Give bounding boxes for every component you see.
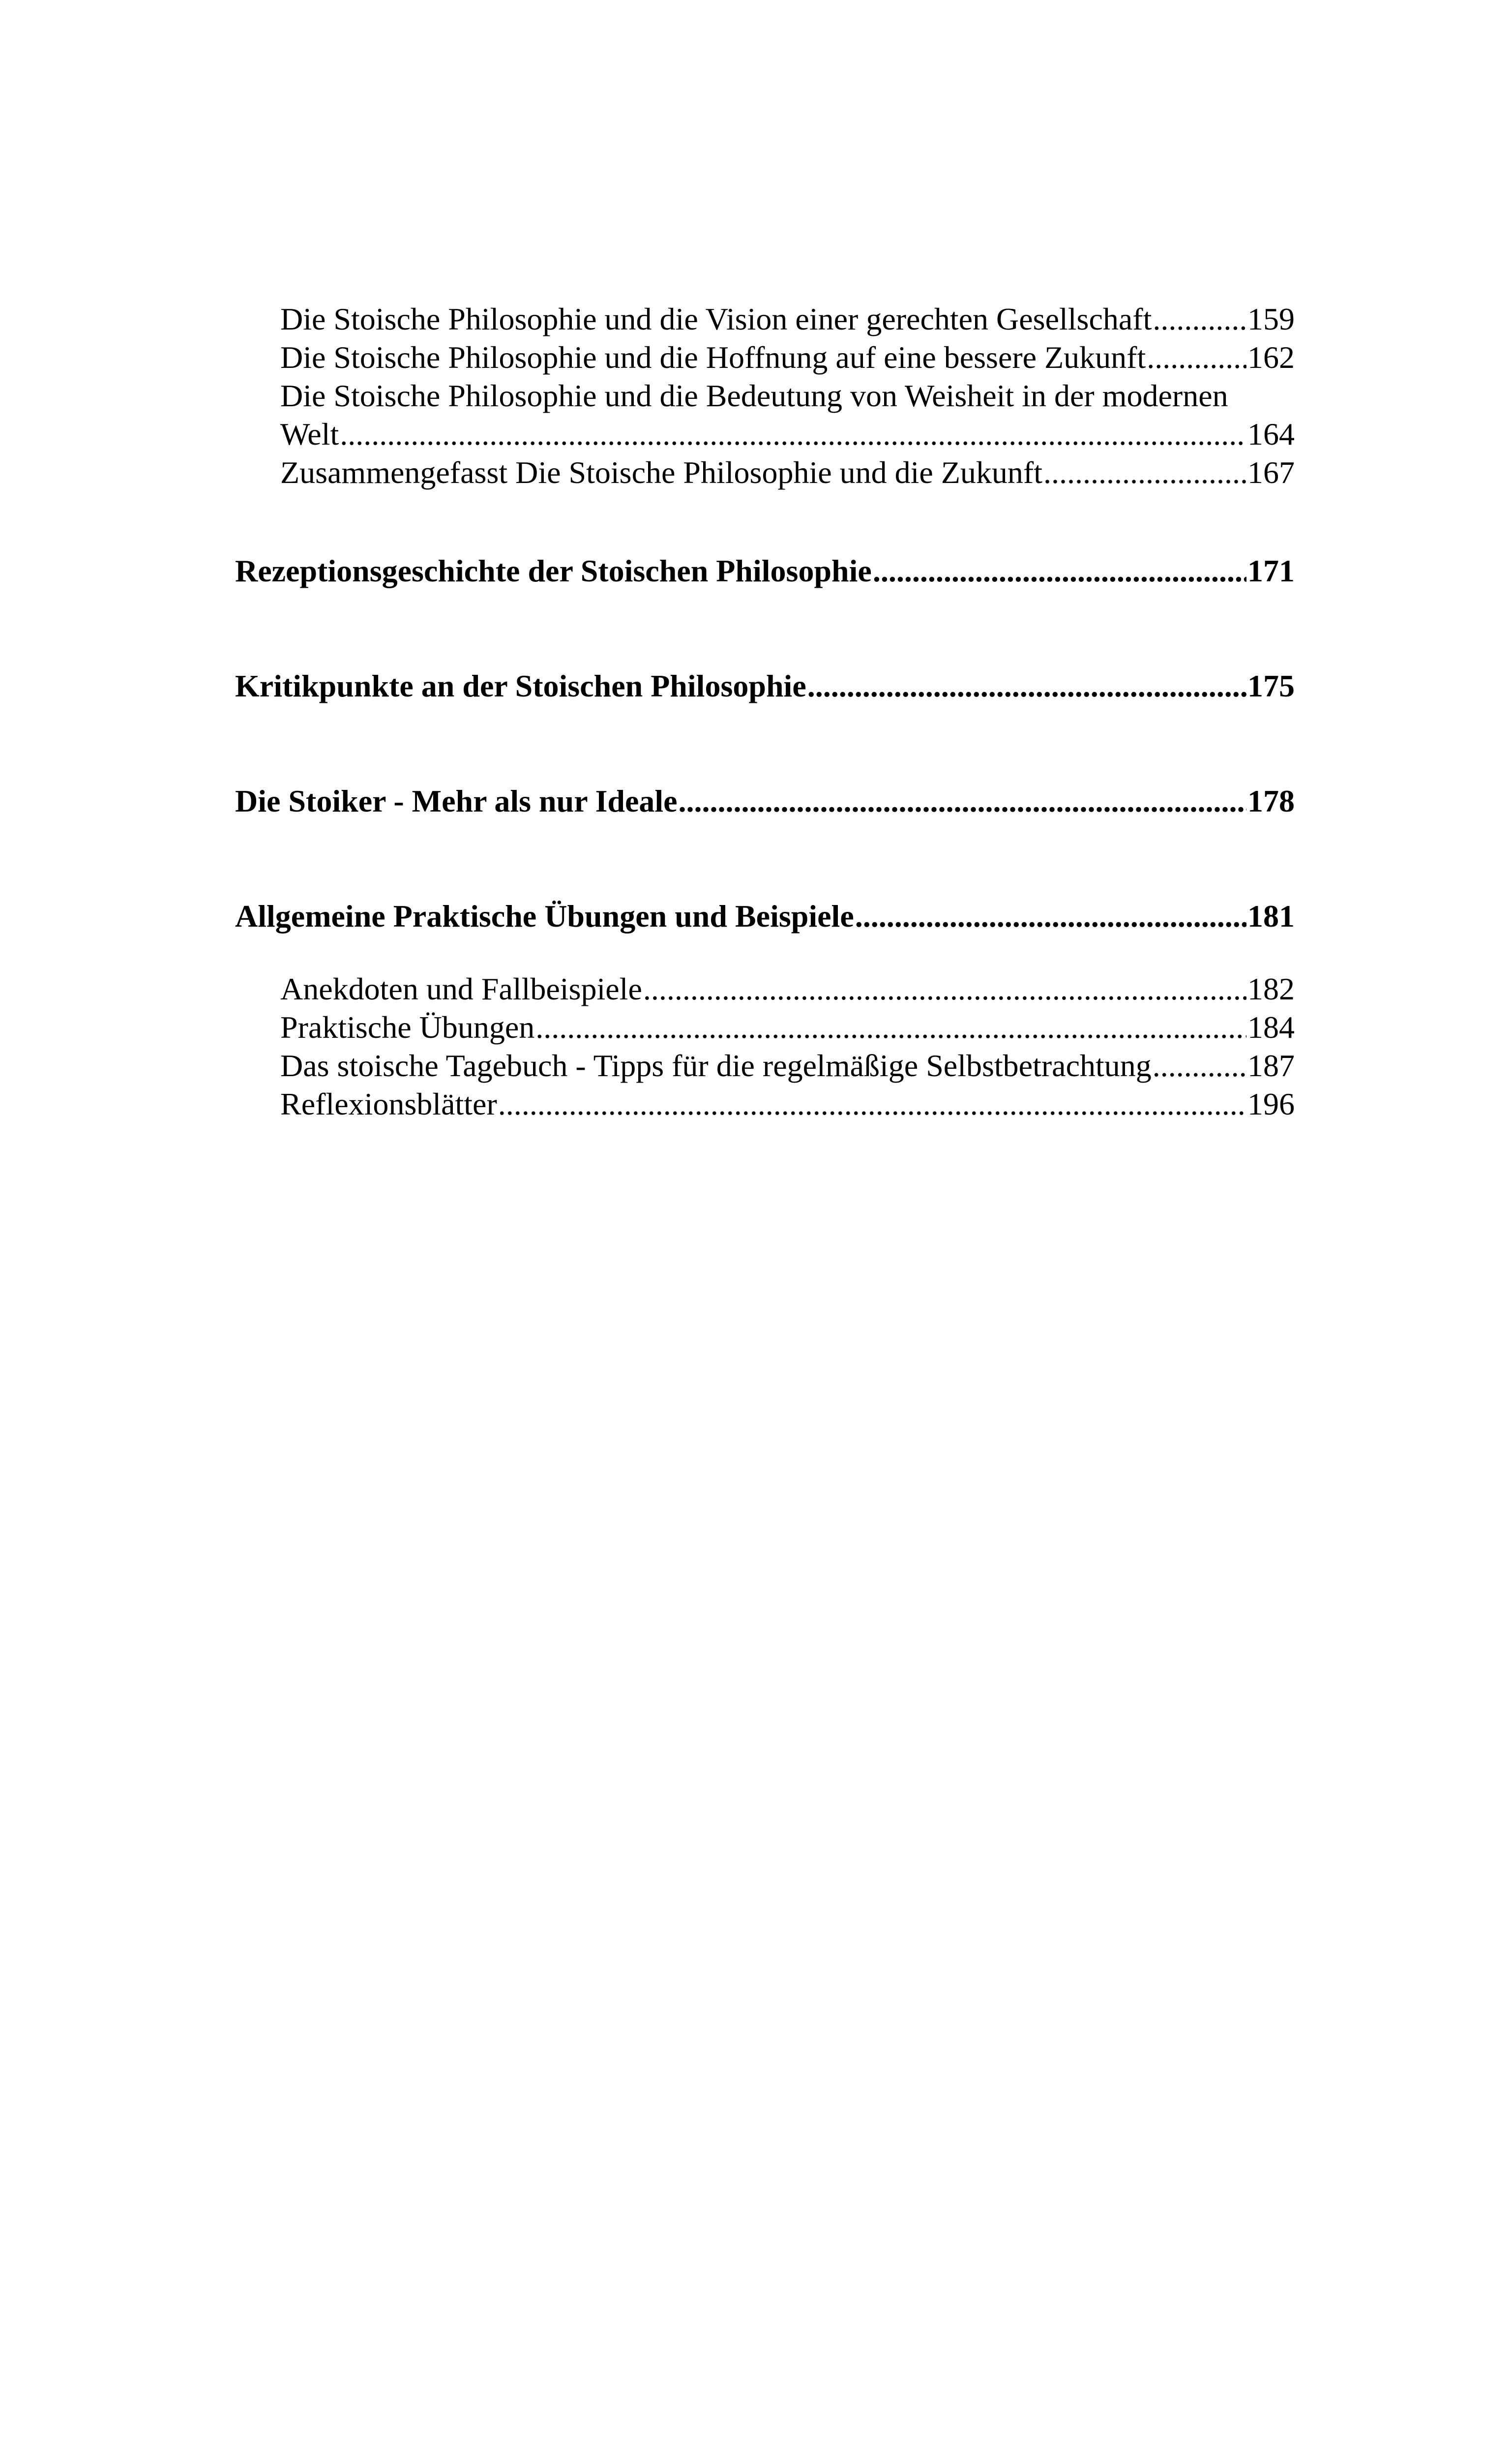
dot-leader [807,667,1246,705]
dot-leader [679,782,1246,820]
toc-entry-line2 [235,415,1295,453]
toc-entry-label-line2: Welt [280,417,339,452]
toc-entry-label: Anekdoten und Fallbeispiele [280,971,642,1006]
toc-entry-label: Das stoische Tagebuch - Tipps für die regelmäßige Selbstbetrachtung [280,1048,1152,1083]
toc-chapter[interactable] [235,782,1295,820]
toc-chapter-page: 178 [1247,784,1295,818]
dot-leader [873,552,1246,590]
toc-chapter[interactable] [235,552,1295,590]
toc-entry-page: 164 [1247,417,1295,452]
toc-entry[interactable] [235,1085,1295,1123]
dot-leader [643,970,1246,1008]
dot-leader [1153,1047,1246,1085]
toc-chapter-page: 171 [1247,553,1295,588]
dot-leader [855,897,1246,935]
toc-entry[interactable] [235,338,1295,377]
toc-chapter-page: 175 [1247,668,1295,703]
toc-chapter-label: Kritikpunkte an der Stoischen Philosophie [235,668,806,703]
toc-entry[interactable] [235,1008,1295,1047]
toc-entry-label: Die Stoische Philosophie und die Hoffnung auf eine bessere Zukunft [280,340,1146,375]
toc-entry-label-line1: Die Stoische Philosophie und die Bedeutung von Weisheit in der modernen [280,378,1228,413]
toc-entry-page: 162 [1247,340,1295,375]
toc-entry-page: 167 [1247,455,1295,490]
toc-entry-label: Zusammengefasst Die Stoische Philosophie und die Zukunft [280,455,1042,490]
toc-chapter[interactable] [235,897,1295,935]
toc-entry-label: Die Stoische Philosophie und die Vision einer gerechten Gesellschaft [280,302,1152,336]
toc-chapter-label: Rezeptionsgeschichte der Stoischen Philosophie [235,553,872,588]
toc-entry-page: 182 [1247,971,1295,1006]
toc-entry-page: 187 [1247,1048,1295,1083]
toc-entry-wrapped[interactable] [235,377,1295,453]
dot-leader [498,1085,1246,1123]
toc-chapter-label: Allgemeine Praktische Übungen und Beispiele [235,899,854,934]
toc-entry-page: 159 [1247,302,1295,336]
toc-entry[interactable] [235,453,1295,492]
dot-leader [1147,338,1246,377]
toc-entry-page: 184 [1247,1010,1295,1045]
toc-entry-label: Reflexionsblätter [280,1086,497,1121]
toc-entry-page: 196 [1247,1086,1295,1121]
toc-entry[interactable] [235,300,1295,338]
dot-leader [535,1008,1246,1047]
toc-entry-label: Praktische Übungen [280,1010,535,1045]
toc-entry[interactable] [235,970,1295,1008]
dot-leader [1153,300,1246,338]
dot-leader [340,415,1246,453]
toc-chapter-page: 181 [1247,899,1295,934]
toc-chapter-label: Die Stoiker - Mehr als nur Ideale [235,784,678,818]
toc-chapter[interactable] [235,667,1295,705]
dot-leader [1043,453,1246,492]
toc-entry[interactable] [235,1047,1295,1085]
